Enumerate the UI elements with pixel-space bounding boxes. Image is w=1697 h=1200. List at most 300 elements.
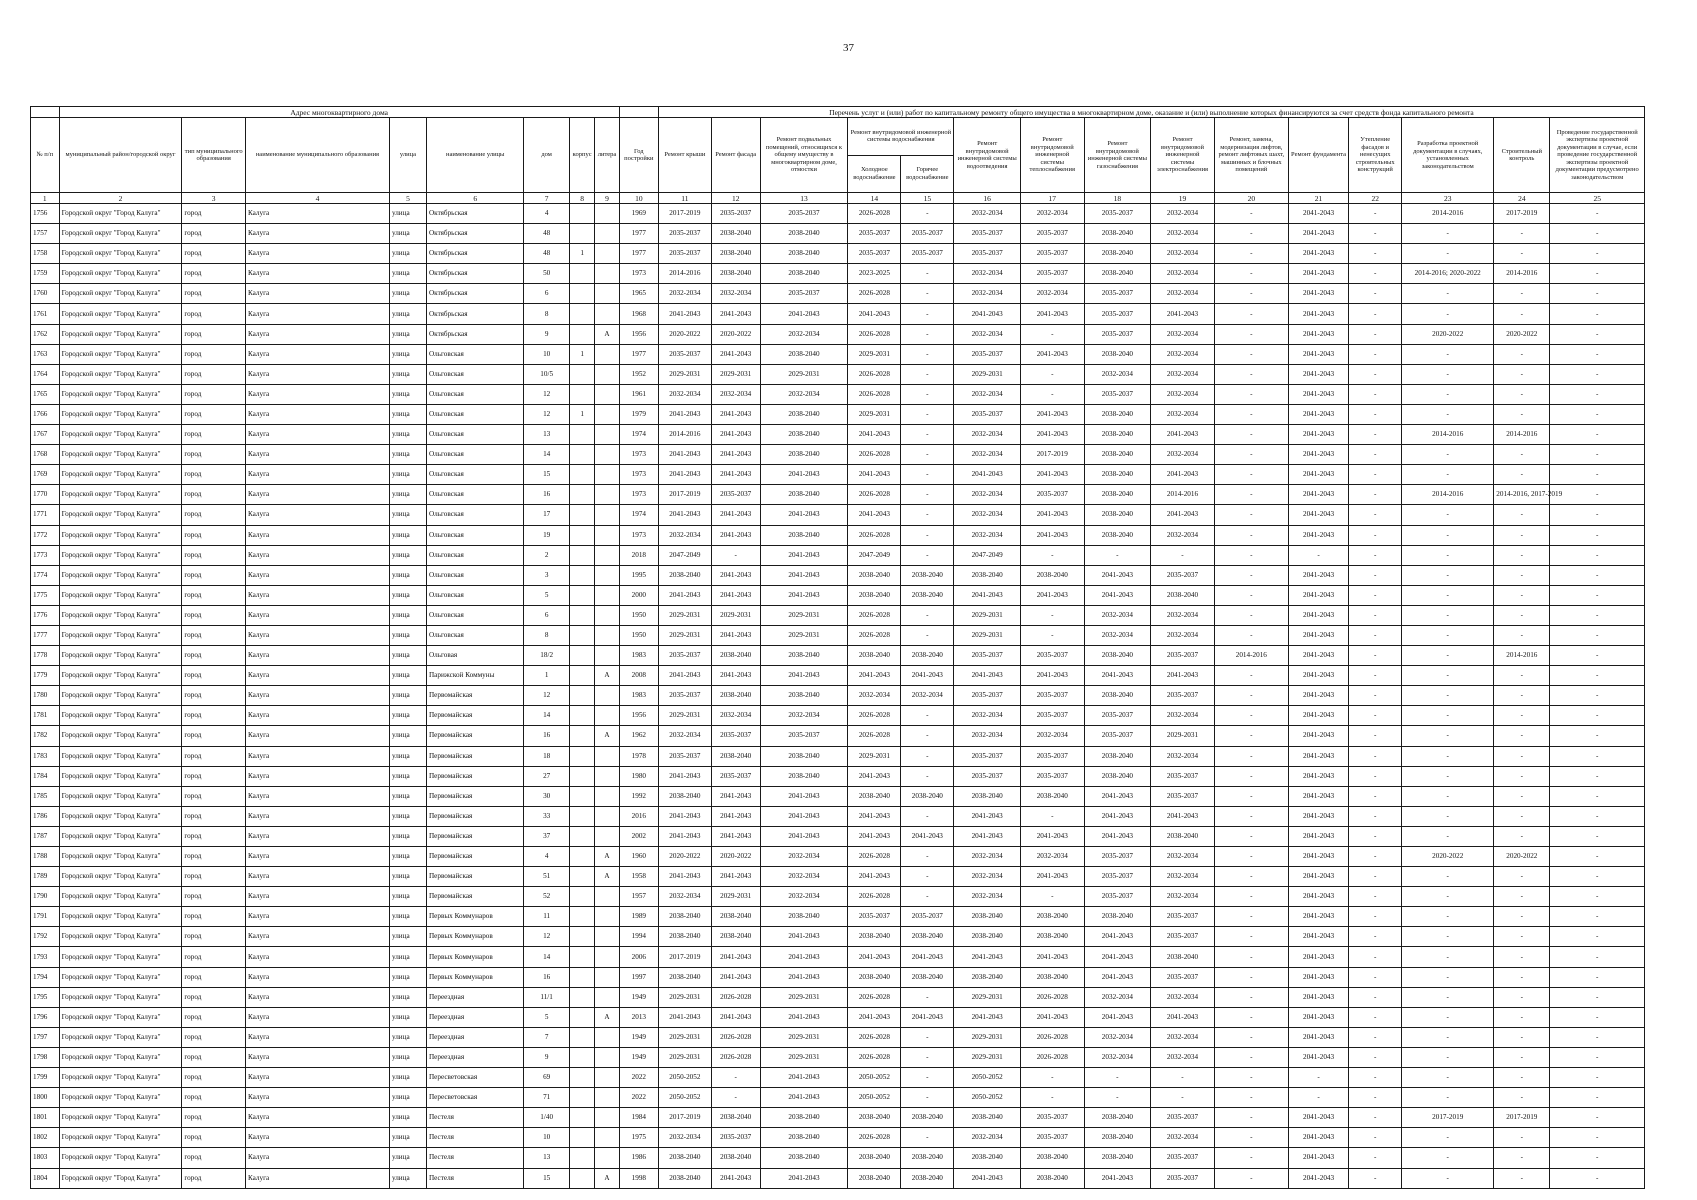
table-cell: Калуга xyxy=(245,847,389,867)
table-cell: - xyxy=(1349,1148,1402,1168)
table-cell xyxy=(595,525,619,545)
table-cell: 1784 xyxy=(31,766,60,786)
table-cell xyxy=(595,1088,619,1108)
table-cell: город xyxy=(182,1128,246,1148)
table-cell: - xyxy=(1349,746,1402,766)
table-cell: - xyxy=(1349,485,1402,505)
table-cell: 1790 xyxy=(31,887,60,907)
table-cell: - xyxy=(1550,867,1645,887)
table-cell: - xyxy=(1402,344,1494,364)
column-header-22: Утепление фасадов и ненесущих строительных конструкций xyxy=(1349,118,1402,193)
table-cell: 1802 xyxy=(31,1128,60,1148)
table-cell: Городской округ "Город Калуга" xyxy=(59,425,182,445)
table-cell: 2041-2043 xyxy=(848,505,901,525)
table-cell: 1977 xyxy=(619,344,658,364)
table-cell: 2029-2031 xyxy=(711,605,760,625)
table-cell: - xyxy=(1550,304,1645,324)
table-cell: 1984 xyxy=(619,1108,658,1128)
table-cell: 2038-2040 xyxy=(711,264,760,284)
table-cell: город xyxy=(182,686,246,706)
table-cell: город xyxy=(182,505,246,525)
table-cell: улица xyxy=(389,425,426,445)
empty-header-cell xyxy=(619,107,658,118)
table-row xyxy=(31,726,1645,746)
table-cell: 2041-2043 xyxy=(848,867,901,887)
table-cell: - xyxy=(1402,867,1494,887)
table-cell: 2032-2034 xyxy=(1151,404,1215,424)
table-cell: 1973 xyxy=(619,264,658,284)
column-number: 20 xyxy=(1214,193,1288,204)
table-cell: - xyxy=(1021,1088,1085,1108)
table-cell: 2032-2034 xyxy=(1151,706,1215,726)
table-cell: - xyxy=(1550,1168,1645,1188)
table-cell: - xyxy=(1402,1047,1494,1067)
table-cell: - xyxy=(1349,726,1402,746)
table-cell: город xyxy=(182,1108,246,1128)
table-cell: - xyxy=(1214,625,1288,645)
table-cell xyxy=(595,1148,619,1168)
table-cell: 2038-2040 xyxy=(711,686,760,706)
table-cell: Городской округ "Город Калуга" xyxy=(59,847,182,867)
table-cell: 2038-2040 xyxy=(760,404,848,424)
table-cell: 2035-2037 xyxy=(760,204,848,224)
table-cell: 2017-2019 xyxy=(658,947,711,967)
table-cell: Октябрьская xyxy=(426,224,523,244)
table-cell: Ольговская xyxy=(426,525,523,545)
table-cell: Калуга xyxy=(245,746,389,766)
table-row xyxy=(31,224,1645,244)
table-cell: 2014-2016, 2017-2019 xyxy=(1494,485,1550,505)
table-cell: 2032-2034 xyxy=(658,525,711,545)
table-cell: 2032-2034 xyxy=(954,384,1021,404)
column-number: 22 xyxy=(1349,193,1402,204)
table-cell xyxy=(595,605,619,625)
table-cell: 2041-2043 xyxy=(1021,304,1085,324)
table-cell: 2041-2043 xyxy=(901,826,954,846)
table-cell: 1992 xyxy=(619,786,658,806)
table-cell: - xyxy=(1214,927,1288,947)
table-cell: 2014-2016 xyxy=(1402,204,1494,224)
table-cell: 18 xyxy=(524,746,570,766)
table-cell: - xyxy=(1494,766,1550,786)
table-cell: А xyxy=(595,847,619,867)
table-cell: - xyxy=(1214,1148,1288,1168)
table-cell: - xyxy=(1349,706,1402,726)
table-cell: город xyxy=(182,404,246,424)
table-cell: город xyxy=(182,987,246,1007)
table-cell: 2029-2031 xyxy=(760,987,848,1007)
table-cell: 2041-2043 xyxy=(760,1007,848,1027)
table-cell: Калуга xyxy=(245,706,389,726)
table-cell: 2017-2019 xyxy=(658,204,711,224)
table-cell: 2041-2043 xyxy=(1288,525,1348,545)
table-cell: 2038-2040 xyxy=(848,646,901,666)
table-cell: город xyxy=(182,304,246,324)
table-row xyxy=(31,887,1645,907)
table-cell: 2032-2034 xyxy=(1151,525,1215,545)
table-cell: улица xyxy=(389,1047,426,1067)
table-cell: 2032-2034 xyxy=(658,284,711,304)
table-cell: Ольговская xyxy=(426,384,523,404)
table-cell: - xyxy=(1494,1128,1550,1148)
table-cell: Первомайская xyxy=(426,887,523,907)
table-cell: 2035-2037 xyxy=(711,485,760,505)
table-cell: Калуга xyxy=(245,1168,389,1188)
table-cell: 12 xyxy=(524,686,570,706)
table-cell: 2032-2034 xyxy=(1151,847,1215,867)
table-cell: Городской округ "Город Калуга" xyxy=(59,1068,182,1088)
table-cell: 2038-2040 xyxy=(1084,1148,1151,1168)
table-cell xyxy=(569,224,594,244)
table-cell: - xyxy=(1402,826,1494,846)
table-cell: - xyxy=(1550,364,1645,384)
table-cell: 2041-2043 xyxy=(760,826,848,846)
table-cell: - xyxy=(901,1068,954,1088)
table-cell: город xyxy=(182,224,246,244)
table-cell: - xyxy=(1349,425,1402,445)
table-cell: - xyxy=(1494,605,1550,625)
table-cell: 2041-2043 xyxy=(760,304,848,324)
table-cell: 2038-2040 xyxy=(1084,505,1151,525)
table-cell: 2032-2034 xyxy=(1151,445,1215,465)
table-cell: 2035-2037 xyxy=(1021,1108,1085,1128)
table-cell: 2041-2043 xyxy=(658,1007,711,1027)
table-cell: - xyxy=(1214,465,1288,485)
table-cell: 2035-2037 xyxy=(1084,384,1151,404)
table-row xyxy=(31,867,1645,887)
table-cell: - xyxy=(1402,726,1494,746)
table-cell: - xyxy=(1402,585,1494,605)
table-cell: - xyxy=(1021,625,1085,645)
column-header-hot-water: Горячее водоснабжение xyxy=(906,166,949,181)
table-cell: Ольговская xyxy=(426,485,523,505)
table-cell: - xyxy=(1021,384,1085,404)
table-cell: 2032-2034 xyxy=(1084,1047,1151,1067)
table-cell: 2041-2043 xyxy=(1288,585,1348,605)
table-cell: город xyxy=(182,1047,246,1067)
table-cell: 2035-2037 xyxy=(901,907,954,927)
column-number-row xyxy=(31,193,1645,204)
table-cell: 1977 xyxy=(619,244,658,264)
table-cell: - xyxy=(901,726,954,746)
table-cell: улица xyxy=(389,404,426,424)
table-cell: 1776 xyxy=(31,605,60,625)
table-cell: 2032-2034 xyxy=(954,1128,1021,1148)
table-cell: 2041-2043 xyxy=(760,967,848,987)
table-cell: Калуга xyxy=(245,666,389,686)
table-cell: 2026-2028 xyxy=(848,364,901,384)
table-cell: 2041-2043 xyxy=(1288,204,1348,224)
table-cell: - xyxy=(1550,445,1645,465)
table-cell: 2038-2040 xyxy=(954,967,1021,987)
table-cell: 2038-2040 xyxy=(760,445,848,465)
table-cell: улица xyxy=(389,786,426,806)
table-cell: улица xyxy=(389,847,426,867)
table-cell: Калуга xyxy=(245,204,389,224)
table-cell: город xyxy=(182,786,246,806)
table-cell: - xyxy=(901,987,954,1007)
column-number: 5 xyxy=(389,193,426,204)
table-cell: 2038-2040 xyxy=(658,1168,711,1188)
table-cell xyxy=(595,244,619,264)
table-cell: 2038-2040 xyxy=(760,686,848,706)
table-cell: - xyxy=(901,425,954,445)
table-cell: 2035-2037 xyxy=(1021,686,1085,706)
table-cell: 2029-2031 xyxy=(658,1027,711,1047)
table-cell: 1957 xyxy=(619,887,658,907)
table-cell: - xyxy=(1214,666,1288,686)
table-cell: - xyxy=(1349,1047,1402,1067)
table-cell: Пересветовская xyxy=(426,1068,523,1088)
table-cell: 1801 xyxy=(31,1108,60,1128)
table-cell: - xyxy=(1214,1108,1288,1128)
column-header-10: Год постройки xyxy=(619,118,658,193)
table-cell: 2032-2034 xyxy=(1084,1027,1151,1047)
table-cell: 2041-2043 xyxy=(1151,505,1215,525)
table-cell: 2041-2043 xyxy=(1084,967,1151,987)
table-cell: - xyxy=(1402,605,1494,625)
table-cell: - xyxy=(901,1128,954,1148)
table-cell: - xyxy=(1402,244,1494,264)
table-cell: 2041-2043 xyxy=(711,425,760,445)
table-cell: 1965 xyxy=(619,284,658,304)
table-cell: улица xyxy=(389,304,426,324)
table-cell: 2032-2034 xyxy=(848,686,901,706)
table-cell: 2041-2043 xyxy=(1021,505,1085,525)
table-cell: - xyxy=(1550,204,1645,224)
table-cell xyxy=(595,706,619,726)
table-cell: - xyxy=(901,847,954,867)
table-cell xyxy=(569,847,594,867)
table-cell: 2038-2040 xyxy=(954,565,1021,585)
table-cell: 1770 xyxy=(31,485,60,505)
table-cell: - xyxy=(1494,746,1550,766)
table-cell: 1774 xyxy=(31,565,60,585)
table-cell: город xyxy=(182,284,246,304)
table-cell: 1767 xyxy=(31,425,60,445)
table-cell: 2041-2043 xyxy=(1288,485,1348,505)
table-cell: Ольговская xyxy=(426,585,523,605)
table-cell xyxy=(569,585,594,605)
table-cell xyxy=(569,806,594,826)
table-cell: Городской округ "Город Калуга" xyxy=(59,324,182,344)
table-cell: город xyxy=(182,806,246,826)
table-cell: 2035-2037 xyxy=(1021,766,1085,786)
table-cell: - xyxy=(1550,947,1645,967)
table-cell xyxy=(569,927,594,947)
table-cell: - xyxy=(901,525,954,545)
table-cell: Октябрьская xyxy=(426,304,523,324)
table-cell: 10/5 xyxy=(524,364,570,384)
table-cell: - xyxy=(1288,545,1348,565)
table-cell: 2026-2028 xyxy=(848,1128,901,1148)
table-cell: Городской округ "Город Калуга" xyxy=(59,404,182,424)
table-cell: 2041-2043 xyxy=(848,1007,901,1027)
table-cell: 2041-2043 xyxy=(954,666,1021,686)
table-cell: 2038-2040 xyxy=(658,967,711,987)
table-cell: город xyxy=(182,204,246,224)
table-cell: - xyxy=(901,746,954,766)
column-number: 11 xyxy=(658,193,711,204)
table-cell: Калуга xyxy=(245,646,389,666)
column-header-7: дом xyxy=(524,118,570,193)
table-cell: 2020-2022 xyxy=(658,847,711,867)
table-cell: 1 xyxy=(524,666,570,686)
page-number: 37 xyxy=(843,42,854,54)
table-cell: 2041-2043 xyxy=(1288,1047,1348,1067)
table-cell: Калуга xyxy=(245,465,389,485)
table-cell: - xyxy=(1349,1128,1402,1148)
table-cell: 2014-2016 xyxy=(658,264,711,284)
table-cell: 2035-2037 xyxy=(1151,907,1215,927)
table-cell: 2038-2040 xyxy=(848,585,901,605)
table-cell: 2050-2052 xyxy=(954,1088,1021,1108)
table-cell: 2032-2034 xyxy=(1151,264,1215,284)
table-cell: 2038-2040 xyxy=(954,907,1021,927)
table-cell: - xyxy=(1550,525,1645,545)
table-cell: - xyxy=(1494,967,1550,987)
column-number: 17 xyxy=(1021,193,1085,204)
table-cell: 2026-2028 xyxy=(711,1047,760,1067)
table-cell: - xyxy=(1349,445,1402,465)
table-cell: - xyxy=(1402,686,1494,706)
table-cell: Калуга xyxy=(245,887,389,907)
table-cell: 2035-2037 xyxy=(1151,646,1215,666)
table-cell: Городской округ "Город Калуга" xyxy=(59,224,182,244)
table-cell: 2017-2019 xyxy=(1494,204,1550,224)
table-cell: 2029-2031 xyxy=(658,1047,711,1067)
table-cell: 1 xyxy=(569,404,594,424)
table-cell: 2014-2016; 2020-2022 xyxy=(1402,264,1494,284)
table-cell: 2041-2043 xyxy=(658,404,711,424)
table-cell: - xyxy=(1214,1128,1288,1148)
table-cell xyxy=(595,505,619,525)
column-number: 6 xyxy=(426,193,523,204)
table-cell: - xyxy=(1214,404,1288,424)
table-cell: 2038-2040 xyxy=(901,1168,954,1188)
table-cell: 2038-2040 xyxy=(1021,907,1085,927)
table-cell: 2035-2037 xyxy=(711,1128,760,1148)
table-cell: - xyxy=(1550,565,1645,585)
table-cell: 1798 xyxy=(31,1047,60,1067)
table-cell: 2014-2016 xyxy=(658,425,711,445)
table-cell: 2047-2049 xyxy=(848,545,901,565)
table-row xyxy=(31,304,1645,324)
table-cell: 2032-2034 xyxy=(954,284,1021,304)
table-cell: - xyxy=(901,1047,954,1067)
table-cell: 2038-2040 xyxy=(901,1148,954,1168)
table-cell: 2041-2043 xyxy=(1151,465,1215,485)
table-cell: 1974 xyxy=(619,425,658,445)
table-row xyxy=(31,565,1645,585)
table-cell: 2038-2040 xyxy=(658,565,711,585)
table-cell: город xyxy=(182,927,246,947)
table-cell: - xyxy=(901,706,954,726)
table-cell: Первых Коммунаров xyxy=(426,927,523,947)
table-cell: 2041-2043 xyxy=(1288,565,1348,585)
table-cell: Городской округ "Город Калуга" xyxy=(59,646,182,666)
table-cell: - xyxy=(1550,425,1645,445)
table-cell: - xyxy=(1550,746,1645,766)
table-cell: 2026-2028 xyxy=(848,525,901,545)
table-cell: 2041-2043 xyxy=(954,304,1021,324)
table-cell: 2029-2031 xyxy=(760,1027,848,1047)
table-cell: Первомайская xyxy=(426,706,523,726)
table-cell: 2035-2037 xyxy=(1084,887,1151,907)
table-cell: - xyxy=(1494,445,1550,465)
table-cell: 2032-2034 xyxy=(760,324,848,344)
table-cell: - xyxy=(1494,1168,1550,1188)
table-cell: - xyxy=(1550,1027,1645,1047)
table-cell: - xyxy=(1494,726,1550,746)
table-cell: - xyxy=(1214,746,1288,766)
table-cell: - xyxy=(1349,364,1402,384)
column-number: 25 xyxy=(1550,193,1645,204)
table-cell: 2032-2034 xyxy=(1151,867,1215,887)
table-cell: - xyxy=(1214,204,1288,224)
table-cell xyxy=(595,686,619,706)
table-cell: 4 xyxy=(524,847,570,867)
table-cell: 2041-2043 xyxy=(954,1007,1021,1027)
table-cell: 1803 xyxy=(31,1148,60,1168)
table-cell: 2038-2040 xyxy=(1151,585,1215,605)
table-cell: 2041-2043 xyxy=(760,1068,848,1088)
table-cell: 2041-2043 xyxy=(658,806,711,826)
table-cell: 2029-2031 xyxy=(658,364,711,384)
table-cell: 1785 xyxy=(31,786,60,806)
table-cell: - xyxy=(901,887,954,907)
table-cell: город xyxy=(182,565,246,585)
table-cell: Городской округ "Город Калуга" xyxy=(59,384,182,404)
table-cell: 2035-2037 xyxy=(954,686,1021,706)
table-cell: 2032-2034 xyxy=(1151,284,1215,304)
table-cell: 1766 xyxy=(31,404,60,424)
table-cell: улица xyxy=(389,746,426,766)
table-cell: 2041-2043 xyxy=(658,465,711,485)
table-cell: 48 xyxy=(524,224,570,244)
table-cell: - xyxy=(1214,605,1288,625)
table-cell: - xyxy=(1402,1168,1494,1188)
table-cell: 1950 xyxy=(619,605,658,625)
table-cell: Городской округ "Город Калуга" xyxy=(59,465,182,485)
table-cell: 2029-2031 xyxy=(848,746,901,766)
table-row xyxy=(31,666,1645,686)
table-cell: 2041-2043 xyxy=(1288,766,1348,786)
column-number: 23 xyxy=(1402,193,1494,204)
table-cell xyxy=(569,1108,594,1128)
table-cell: 69 xyxy=(524,1068,570,1088)
table-cell: улица xyxy=(389,726,426,746)
table-cell: - xyxy=(1550,1088,1645,1108)
table-cell: Первомайская xyxy=(426,867,523,887)
table-cell: - xyxy=(1214,1027,1288,1047)
table-cell: 2017-2019 xyxy=(1402,1108,1494,1128)
table-cell xyxy=(595,384,619,404)
table-cell: 2038-2040 xyxy=(901,786,954,806)
table-cell: - xyxy=(1214,1088,1288,1108)
table-cell xyxy=(569,766,594,786)
column-header-5: улица xyxy=(389,118,426,193)
table-cell: Городской округ "Город Калуга" xyxy=(59,686,182,706)
table-cell: - xyxy=(1084,1068,1151,1088)
table-cell: - xyxy=(1349,967,1402,987)
table-cell: - xyxy=(901,465,954,485)
table-cell: - xyxy=(1214,244,1288,264)
table-cell: - xyxy=(901,304,954,324)
table-cell: 2041-2043 xyxy=(1021,947,1085,967)
table-cell: 2035-2037 xyxy=(1021,264,1085,284)
table-cell: 19 xyxy=(524,525,570,545)
